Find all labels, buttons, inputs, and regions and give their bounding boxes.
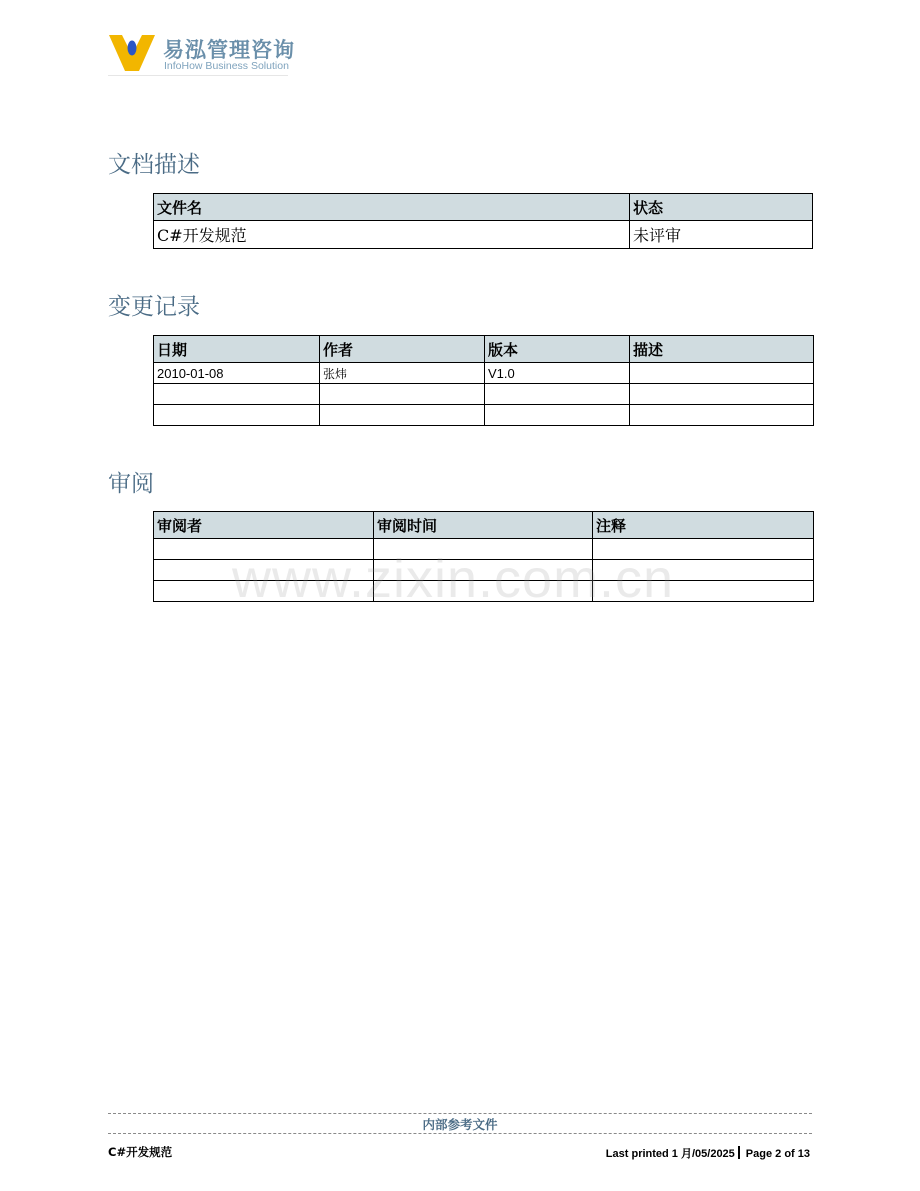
section-heading-doc-desc: 文档描述 <box>108 152 200 178</box>
section-heading-change-log: 变更记录 <box>108 294 200 320</box>
cell-filename: C#开发规范 <box>154 221 630 249</box>
header-cell-date: 日期 <box>154 336 320 363</box>
cell-author <box>320 405 485 426</box>
section-heading-review: 审阅 <box>108 471 154 497</box>
table-header-row <box>154 194 813 221</box>
cell-description <box>630 405 814 426</box>
cell-status: 未评审 <box>630 221 813 249</box>
header-cell-status: 状态 <box>630 194 813 221</box>
cell-description <box>630 384 814 405</box>
table-row <box>154 384 814 405</box>
change-log-table <box>153 335 814 426</box>
header-cell-reviewer: 审阅者 <box>154 512 374 539</box>
cell-date <box>154 405 320 426</box>
cell-date <box>154 384 320 405</box>
logo-emblem-icon <box>108 33 156 73</box>
company-logo <box>108 33 295 75</box>
header-cell-review-time: 审阅时间 <box>374 512 593 539</box>
header-cell-version: 版本 <box>485 336 630 363</box>
cell-version <box>485 384 630 405</box>
footer-divider-top <box>108 1113 812 1114</box>
cell-author: 张炜 <box>320 363 485 384</box>
logo-name-en: InfoHow Business Solution <box>164 60 289 72</box>
footer-separator <box>738 1146 740 1159</box>
table-header-row <box>154 336 814 363</box>
footer-page-number: Page 2 of 13 <box>745 1148 810 1160</box>
logo-underline <box>108 75 288 76</box>
cell-description <box>630 363 814 384</box>
table-row <box>154 405 814 426</box>
footer-print-info <box>606 1145 810 1161</box>
table-header-row <box>154 512 814 539</box>
header-cell-description: 描述 <box>630 336 814 363</box>
logo-name-cn: 易泓管理咨询 <box>163 38 295 62</box>
footer-divider-bottom <box>108 1133 812 1134</box>
header-cell-notes: 注释 <box>593 512 814 539</box>
footer-classification: 内部参考文件 <box>422 1117 498 1132</box>
cell-author <box>320 384 485 405</box>
doc-desc-table <box>153 193 813 249</box>
cell-version <box>485 405 630 426</box>
watermark: www.zixin.com.cn <box>232 549 675 609</box>
cell-date: 2010-01-08 <box>154 363 320 384</box>
footer-doc-title: C#开发规范 <box>108 1145 173 1159</box>
footer-last-printed: Last printed 1 月/05/2025 <box>605 1148 735 1160</box>
cell-version: V1.0 <box>485 363 630 384</box>
table-row <box>154 221 813 249</box>
table-row <box>154 363 814 384</box>
header-cell-author: 作者 <box>320 336 485 363</box>
header-cell-filename: 文件名 <box>154 194 630 221</box>
